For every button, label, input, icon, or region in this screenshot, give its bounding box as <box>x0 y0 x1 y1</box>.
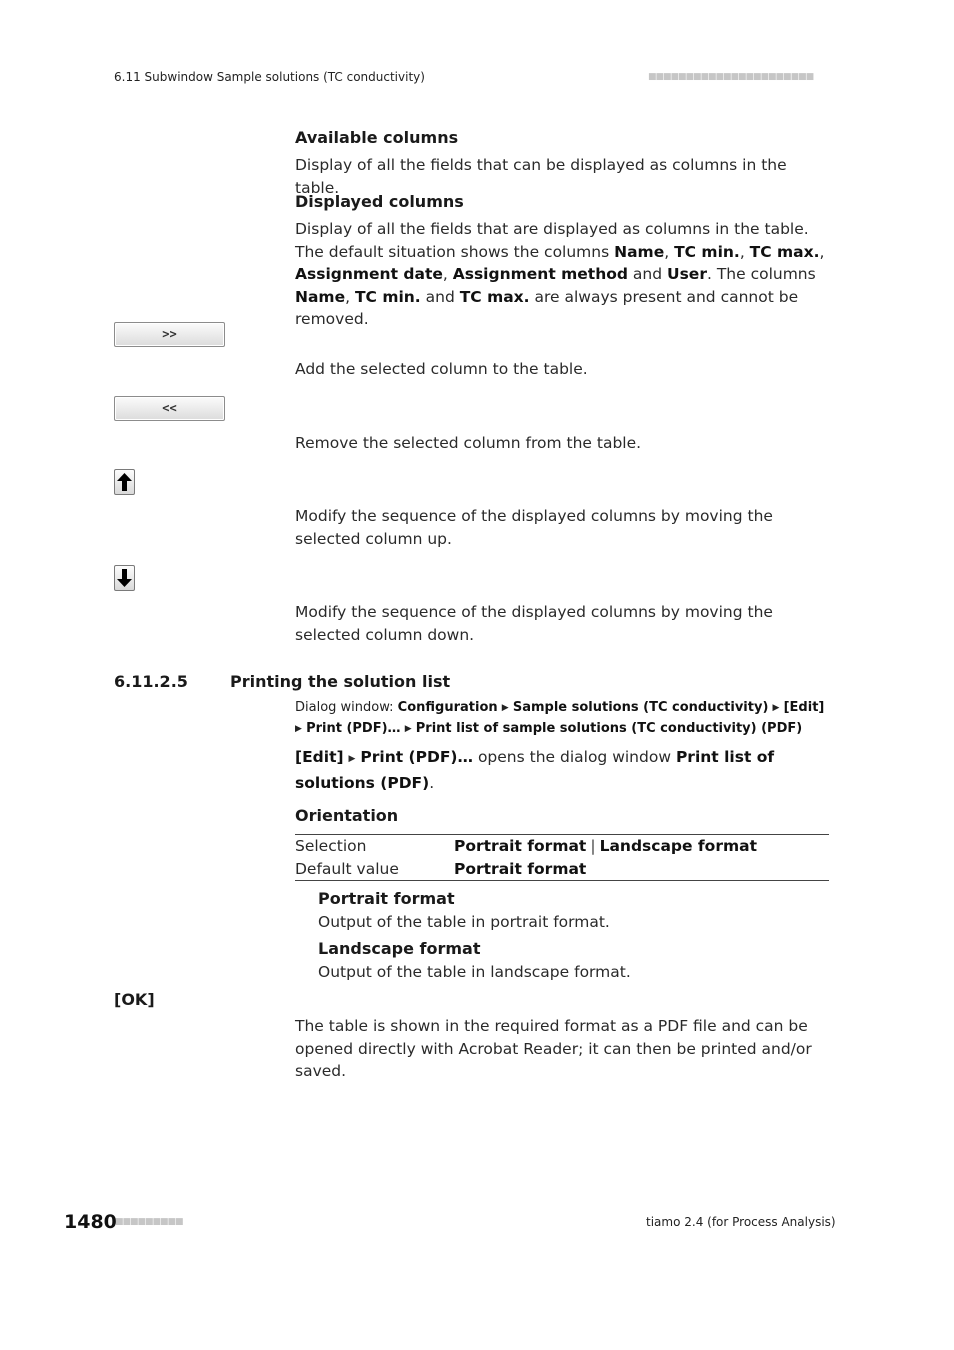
selection-row <box>295 835 829 858</box>
page-number: 1480 <box>64 1211 117 1233</box>
selection-values: Portrait format | Landscape format <box>454 837 757 855</box>
ok-description: The table is shown in the required format as a PDF file and can be opened directly with Acrobat Reader; it can then be printed and/or saved. <box>295 1017 812 1080</box>
move-up-description: Modify the sequence of the displayed columns by moving the selected column up. <box>295 507 773 548</box>
path-arrow-icon: ▶ <box>772 703 780 713</box>
ok-button-label: [OK] <box>114 990 155 1009</box>
move-up-button[interactable] <box>114 469 135 495</box>
available-columns-title: Available columns <box>295 128 459 147</box>
arrow-down-icon <box>117 569 132 587</box>
orientation-title: Orientation <box>295 806 399 825</box>
product-name: tiamo 2.4 (for Process Analysis) <box>646 1215 836 1229</box>
arrow-up-icon <box>117 473 132 491</box>
portrait-format-title: Portrait format <box>318 889 455 908</box>
path-arrow-icon: ▶ <box>295 724 302 734</box>
print-intro-text: [Edit] ▶ Print (PDF)… opens the dialog window Print list of solutions (PDF). <box>295 748 775 792</box>
orientation-parameter-table <box>295 834 829 881</box>
move-down-description: Modify the sequence of the displayed columns by moving the selected column down. <box>295 603 773 644</box>
add-column-description: Add the selected column to the table. <box>295 360 588 378</box>
footer-decoration: ■■■■■■■■■ <box>115 1217 183 1227</box>
move-down-button[interactable] <box>114 565 135 591</box>
path-arrow-icon: ▶ <box>348 754 356 764</box>
remove-column-description: Remove the selected column from the table. <box>295 434 642 452</box>
landscape-format-title: Landscape format <box>318 939 481 958</box>
portrait-format-text: Output of the table in portrait format. <box>318 913 610 931</box>
section-title: Printing the solution list <box>230 672 451 691</box>
add-column-button[interactable]: >> <box>114 322 225 347</box>
path-arrow-icon: ▶ <box>501 703 509 713</box>
section-number: 6.11.2.5 <box>114 672 188 691</box>
running-header-section: 6.11 Subwindow Sample solutions (TC conductivity) <box>114 70 425 84</box>
available-columns-text: Display of all the fields that can be displayed as columns in the table. <box>295 156 787 197</box>
remove-column-button[interactable]: << <box>114 396 225 421</box>
default-value-label: Default value <box>295 859 399 878</box>
displayed-columns-title: Displayed columns <box>295 192 464 211</box>
path-arrow-icon: ▶ <box>404 724 412 734</box>
header-decoration: ■■■■■■■■■■■■■■■■■■■■■■ <box>648 72 814 82</box>
landscape-format-text: Output of the table in landscape format. <box>318 963 631 981</box>
displayed-columns-text: Display of all the fields that are displayed as columns in the table. The default situation shows the columns Name, TC min., TC max., Assignment date, Assignment method and User. The columns Name, TC min. and TC max. are always present and cannot be removed. <box>295 220 825 328</box>
selection-label: Selection <box>295 837 367 855</box>
dialog-path: Dialog window: Configuration ▶ Sample solutions (TC conductivity) ▶ [Edit] ▶ Print (PDF)… ▶ Print list of sample solutions (TC conductivity) (PDF) <box>295 700 825 736</box>
default-value: Portrait format <box>454 859 587 878</box>
default-value-row <box>295 858 829 881</box>
